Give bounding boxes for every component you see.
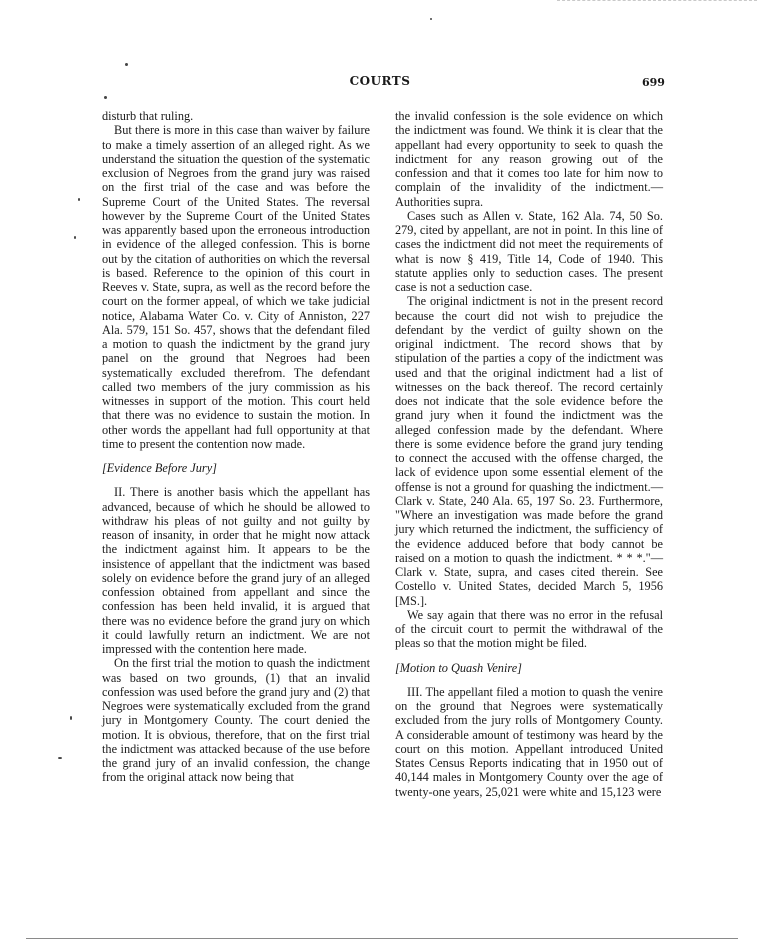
paragraph: We say again that there was no error in the refusal of the circuit court to permit the withdrawal of the pleas so that the motion might be filed. (395, 607, 663, 651)
paragraph: But there is more in this case than waiver by failure to make a timely assertion of an alleged right. As we understand the situation the question of the systematic exclusion of Negroes from the grand jury was raised on the first trial of the case and was before the Supreme Court of the United States. The reversal however by the Supreme Court of the United States was apparently based upon the erroneous introduction in evidence of the alleged confession. This is borne out by the citation of authorities on which the reversal is based. Reference to the opinion of this court in Reeves v. State, supra, as well as the record before the court on the former appeal, of which we take judicial notice, Alabama Water Co. v. City of Anniston, 227 Ala. 579, 151 So. 457, shows that the defendant filed a motion to quash the indictment by the grand jury panel on the ground that Negroes had been systematically excluded therefrom. The defendant called two members of the jury commission as his witnesses in support of the motion. This court held that there was no evidence to sustain the motion. In other words the appellant had full opportunity at that time to present the contention now made. (102, 123, 370, 451)
paragraph: II. There is another basis which the appellant has advanced, because of which he should be allowed to withdraw his pleas of not guilty and not guilty by reason of insanity, in order that he might now attack the indictment against him. It appears to be the insistence of appellant that the indictment was based solely on evidence before the grand jury of an alleged confession obtained from appellant and since the confession has been held invalid, it is argued that there was no evidence before the grand jury on which it could lawfully return an indictment. We are not impressed with the contention here made. (102, 485, 370, 656)
paragraph: III. The appellant filed a motion to quash the venire on the ground that Negroes were systematically excluded from the jury rolls of Montgomery County. A considerable amount of testimony was heard by the court on this motion. Appellant introduced United States Census Reports indicating that in 1950 out of 40,144 males in Montgomery County over the age of twenty-one years, 25,021 were white and 15,123 were (395, 684, 663, 799)
paragraph: The original indictment is not in the present record because the court did not wish to prejudice the defendant by the verdict of guilty shown on the original indictment. The record shows that by stipulation of the parties a copy of the indictment was used and that the original indictment had a list of witnesses on the back thereof. The record certainly does not indicate that the sole evidence before the grand jury when it found the indictment was the alleged confession made by the defendant. Where there is some evidence before the grand jury tending to connect the accused with the offense charged, the lack of evidence upon some essential element of the offense is not a ground for quashing the indictment.—Clark v. State, 240 Ala. 65, 197 So. 23. Furthermore, "Where an investigation was made before the grand jury which returned the indictment, the sufficiency of the evidence adduced before that body cannot be raised on a motion to quash the indictment. * * *."—Clark v. State, supra, and cases cited therein. See Costello v. United States, decided March 5, 1956 [MS.]. (395, 294, 663, 608)
bottom-rule (26, 938, 738, 939)
page-header (0, 74, 763, 94)
paragraph: the invalid confession is the sole evidence on which the indictment was found. We think it is clear that the appellant had every opportunity to seek to quash the indictment for any reason growing out of the confession and that it comes too late for him now to complain of the invalidity of the indictment.—Authorities supra. (395, 109, 663, 209)
top-edge-mark (557, 0, 757, 5)
running-head: COURTS (349, 74, 411, 88)
scan-speck (74, 236, 76, 239)
section-heading-evidence: [Evidence Before Jury] (102, 461, 217, 475)
right-column (395, 109, 663, 799)
scan-speck (430, 18, 432, 20)
paragraph: Cases such as Allen v. State, 162 Ala. 74, 50 So. 279, cited by appellant, are not in point. In this line of cases the indictment did not meet the requirements of what is now § 419, Title 14, Code of 1940. This statute applies only to seduction cases. The present case is not a seduction case. (395, 208, 663, 294)
paragraph: On the first trial the motion to quash the indictment was based on two grounds, (1) that an invalid confession was used before the grand jury and (2) that Negroes were systematically excluded from the grand jury in Montgomery County. The court denied the motion. It is obvious, therefore, that on the first trial the indictment was attacked because of the use before the grand jury of an invalid confession, the change from the original attack now being that (102, 656, 370, 785)
scan-speck (70, 716, 72, 720)
scan-speck (58, 757, 62, 759)
scan-speck (125, 63, 128, 66)
scan-speck (78, 198, 80, 201)
left-column (102, 109, 370, 785)
paragraph: disturb that ruling. (102, 109, 194, 123)
page-number: 699 (642, 76, 665, 89)
scan-speck (104, 96, 107, 99)
section-heading-motion: [Motion to Quash Venire] (395, 660, 522, 675)
